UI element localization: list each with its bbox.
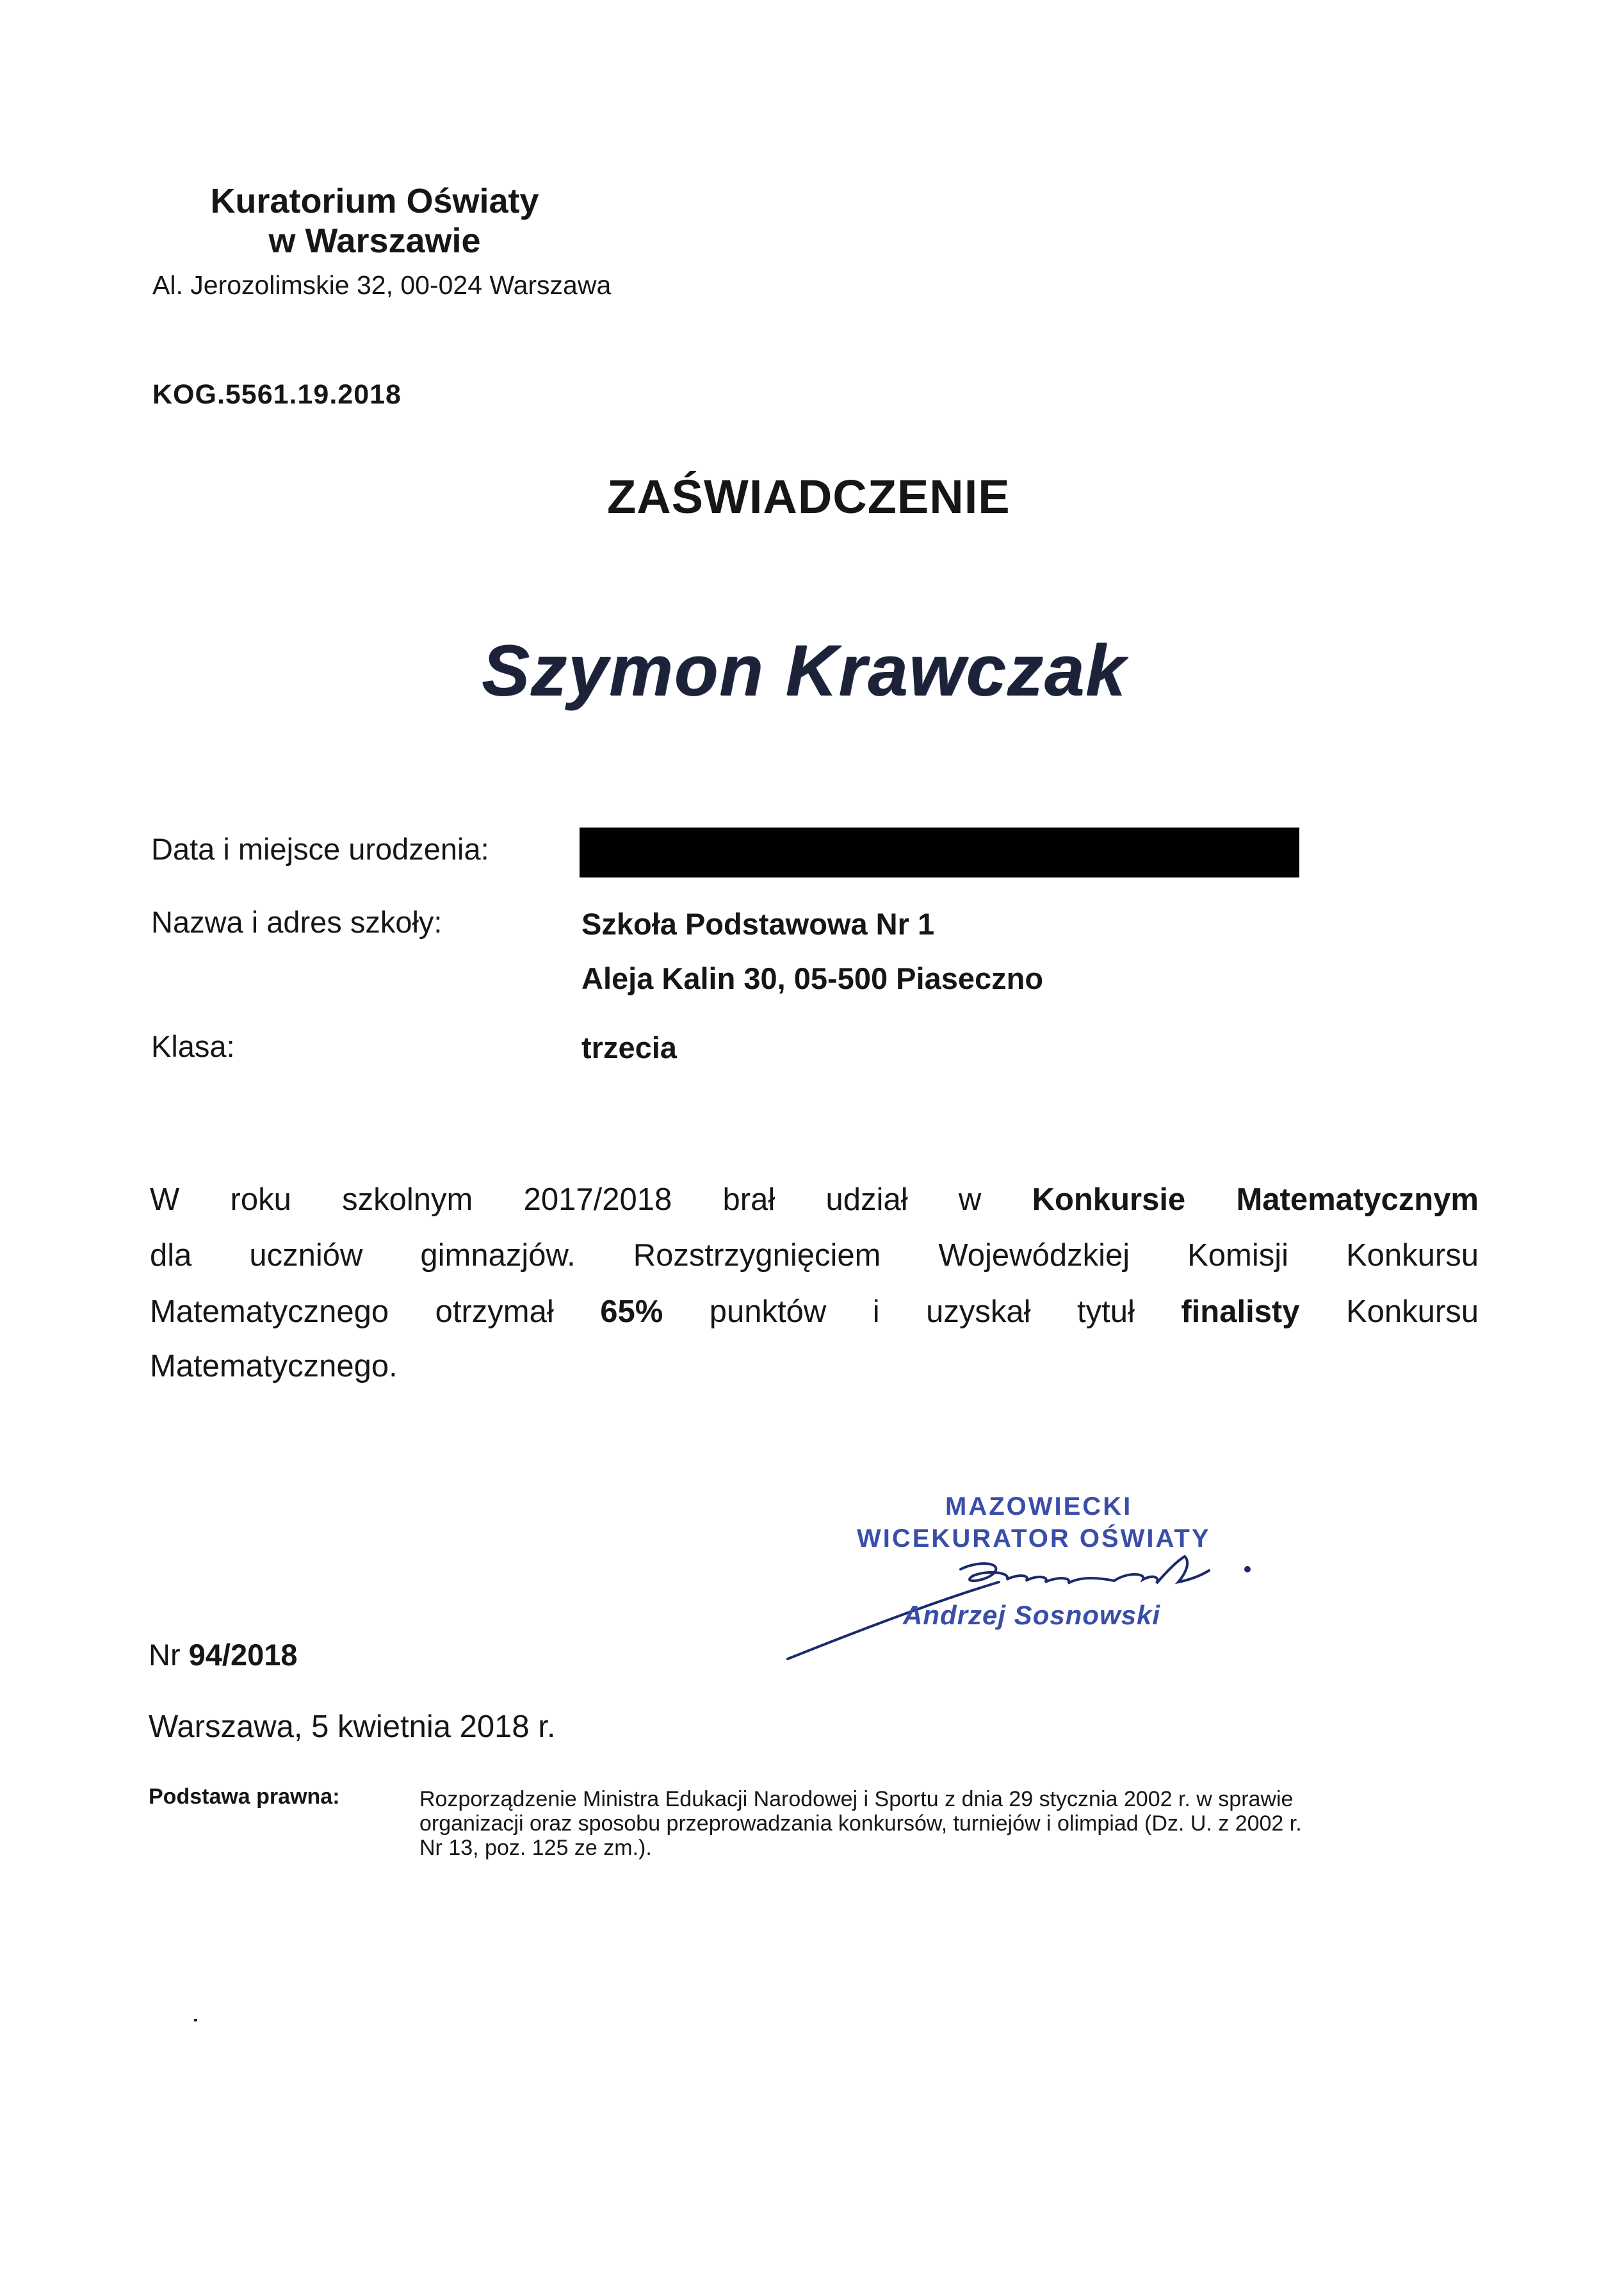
legal-basis-label: Podstawa prawna: <box>149 1784 340 1809</box>
body-line-4: Matematycznego. <box>150 1349 398 1383</box>
school-label: Nazwa i adres szkoły: <box>151 905 443 939</box>
body-line-3: Matematycznego otrzymał 65% punktów i uzyskał tytuł finalisty Konkursu <box>150 1294 1479 1329</box>
place-date: Warszawa, 5 kwietnia 2018 r. <box>149 1710 556 1744</box>
body-line-1: W roku szkolnym 2017/2018 brał udział w Konkursie Matematycznym <box>150 1182 1479 1217</box>
stamp-line1: MAZOWIECKI <box>945 1492 1133 1521</box>
legal-basis-text: Rozporządzenie Ministra Edukacji Narodowej i Sportu z dnia 29 stycznia 2002 r. w sprawie organizacji oraz sposobu przeprowadzania konkursów, turniejów i olimpiad (Dz. U. z 2002 r. Nr 13, poz. 125 ze zm.). <box>419 1787 1302 1860</box>
certificate-number: Nr 94/2018 <box>149 1638 298 1672</box>
body-line-2: dla uczniów gimnazjów. Rozstrzygnięciem Wojewódzkiej Komisji Konkursu <box>150 1238 1479 1273</box>
reference-number: KOG.5561.19.2018 <box>152 379 402 410</box>
org-name-line2: w Warszawie <box>268 222 481 260</box>
org-address: Al. Jerozolimskie 32, 00-024 Warszawa <box>152 270 612 300</box>
recipient-name: Szymon Krawczak <box>482 630 1127 710</box>
class-label: Klasa: <box>151 1029 235 1063</box>
scan-speck <box>194 2019 197 2021</box>
org-name-line1: Kuratorium Oświaty <box>210 182 539 220</box>
stamp-signatory: Andrzej Sosnowski <box>903 1600 1161 1630</box>
class-value: trzecia <box>581 1031 677 1065</box>
redacted-birth-data <box>580 828 1299 877</box>
school-address: Aleja Kalin 30, 05-500 Piaseczno <box>581 961 1044 995</box>
document-title: ZAŚWIADCZENIE <box>607 470 1011 523</box>
school-name: Szkoła Podstawowa Nr 1 <box>581 907 935 941</box>
stamp-line2: WICEKURATOR OŚWIATY <box>857 1524 1211 1553</box>
birth-label: Data i miejsce urodzenia: <box>151 832 489 866</box>
